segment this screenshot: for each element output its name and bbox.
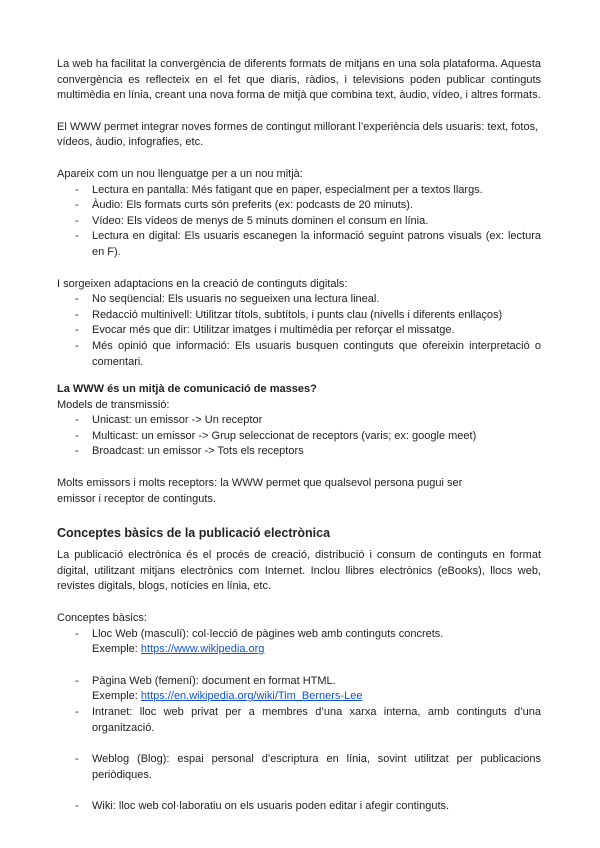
concept-item-wiki: - Wiki: lloc web col·laboratiu on els usuaris poden editar i afegir continguts.: [57, 799, 541, 815]
list-item: - Evocar més que dir: Utilitzar imatges i multimèdia per reforçar el missatge.: [57, 323, 541, 339]
wikipedia-link[interactable]: https://www.wikipedia.org: [140, 643, 265, 656]
tim-berners-lee-link[interactable]: https://en.wikipedia.org/wiki/Tim_Berners-Lee: [140, 690, 363, 703]
list-item: - Unicast: un emissor -> Un receptor: [57, 413, 541, 429]
adaptations-lead: I sorgeixen adaptacions en la creació de continguts digitals:: [57, 277, 348, 290]
list-item: - Redacció multinivell: Utilitzar títols, subtítols, i punts clau (nivells i diferents enllaços): [57, 308, 541, 324]
list-item: - Multicast: un emissor -> Grup seleccionat de receptors (varis; ex: google meet): [57, 429, 541, 445]
example-label: Exemple:: [92, 690, 141, 703]
list-item: - Més opinió que informació: Els usuaris busquen continguts que ofereixin interpretació o comentari.: [57, 339, 541, 370]
transmission-models-lead: Models de transmissió:: [57, 398, 170, 411]
concept-item-intranet: - Intranet: lloc web privat per a membres d’una xarxa interna, amb continguts d’una organització.: [57, 705, 541, 736]
publishing-intro: La publicació electrònica és el procés de creació, distribució i consum de continguts en format digital, utilitzant mitjans electrònics com Internet. Inclou llibres electrònics (eBooks), llocs web, revistes digitals, blogs, notícies en línia, etc.: [57, 549, 541, 593]
section-heading: Conceptes bàsics de la publicació electrònica: [57, 526, 331, 541]
concept-text: Lloc Web (masculí): col·lecció de pàgines web amb continguts concrets.: [92, 627, 444, 640]
example-label: Exemple:: [92, 643, 141, 656]
list-item: - Vídeo: Els vídeos de menys de 5 minuts dominen el consum en línia.: [57, 214, 541, 230]
concepts-list: [57, 627, 541, 815]
list-item: - Broadcast: un emissor -> Tots els receptors: [57, 444, 541, 460]
concept-item-lloc-web: [57, 627, 541, 658]
document-body: [57, 57, 541, 815]
many-emitters-note-line-2: emissor i receptor de continguts.: [57, 492, 216, 505]
many-emitters-note-line-1: Molts emissors i molts receptors: la WWW permet que qualsevol persona pugui ser: [57, 477, 463, 490]
concept-item-pagina-web: [57, 674, 541, 705]
list-item: - Lectura en pantalla: Més fatigant que en paper, especialment per a textos llargs.: [57, 183, 541, 199]
adaptations-list: [57, 292, 541, 370]
transmission-models-list: [57, 413, 541, 460]
intro-paragraph-1: La web ha facilitat la convergència de diferents formats de mitjans en una sola plataforma. Aquesta convergència es reflecteix en el fet que diaris, ràdios, i televisions poden publicar continguts multimèdia en línia, creant una nova forma de mitjà que combina text, àudio, vídeo, i altres formats.: [57, 58, 541, 102]
list-item: - Àudio: Els formats curts són preferits (ex: podcasts de 20 minuts).: [57, 198, 541, 214]
intro-paragraph-2: El WWW permet integrar noves formes de contingut millorant l’experiència dels usuaris: text, fotos, vídeos, àudio, infografies, etc.: [57, 120, 539, 149]
concepts-lead: Conceptes bàsics:: [57, 612, 147, 625]
concept-text: Pàgina Web (femení): document en format HTML.: [92, 674, 336, 687]
concept-item-weblog: - Weblog (Blog): espai personal d’escriptura en línia, sovint utilitzat per publicacions periòdiques.: [57, 752, 541, 783]
mass-media-question: La WWW és un mitjà de comunicació de masses?: [57, 383, 317, 396]
list-item: - No seqüencial: Els usuaris no segueixen una lectura lineal.: [57, 292, 541, 308]
list-item: - Lectura en digital: Els usuaris escanegen la informació seguint patrons visuals (ex: lectura en F).: [57, 229, 541, 260]
new-language-lead: Apareix com un nou llenguatge per a un nou mitjà:: [57, 167, 303, 180]
new-language-list: [57, 183, 541, 261]
